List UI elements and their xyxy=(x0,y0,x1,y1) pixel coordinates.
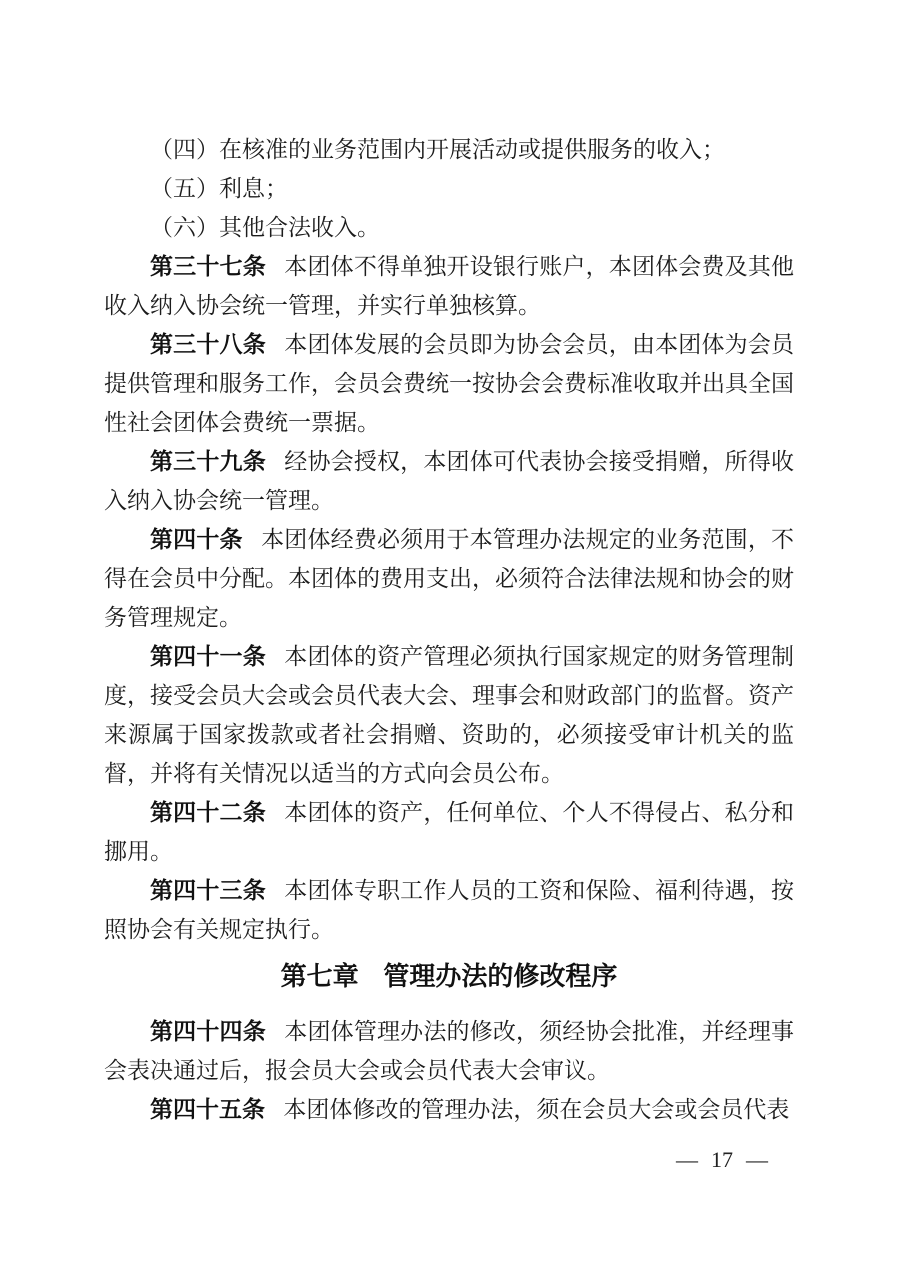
article-43 xyxy=(104,871,794,949)
article-37-text: 本团体不得单独开设银行账户，本团体会费及其他收入纳入协会统一管理，并实行单独核算。 xyxy=(104,254,795,318)
article-39 xyxy=(104,442,794,520)
article-42-number: 第四十二条 xyxy=(150,799,266,825)
page-footer xyxy=(676,1146,768,1174)
article-45-text: 本团体修改的管理办法，须在会员大会或会员代表 xyxy=(283,1097,790,1122)
article-38-number: 第三十八条 xyxy=(150,331,266,357)
article-41-text: 本团体的资产管理必须执行国家规定的财务管理制度，接受会员大会或会员代表大会、理事会和财政部门的监督。资产来源属于国家拨款或者社会捐赠、资助的，必须接受审计机关的监督，并将有关情况以适当的方式向会员公布。 xyxy=(104,644,795,786)
page-number: 17 xyxy=(711,1147,733,1172)
chapter-7-title: 管理办法的修改程序 xyxy=(383,961,618,991)
article-44-number: 第四十四条 xyxy=(150,1018,266,1044)
article-37-number: 第三十七条 xyxy=(150,253,266,279)
article-45-number: 第四十五条 xyxy=(150,1096,265,1122)
article-41-number: 第四十一条 xyxy=(150,643,266,669)
footer-dash-left: — xyxy=(676,1147,698,1172)
article-41 xyxy=(104,637,794,793)
article-42 xyxy=(104,793,794,871)
article-40 xyxy=(104,520,794,637)
clause-item-5: （五）利息； xyxy=(150,176,288,201)
article-43-text: 本团体专职工作人员的工资和保险、福利待遇，按照协会有关规定执行。 xyxy=(104,878,795,942)
document-text-block xyxy=(104,130,794,1129)
article-40-number: 第四十条 xyxy=(150,526,243,552)
article-37 xyxy=(104,247,794,325)
article-38-text: 本团体发展的会员即为协会会员，由本团体为会员提供管理和服务工作，会员会费统一按协会会费标准收取并出具全国性社会团体会费统一票据。 xyxy=(104,332,795,435)
article-39-text: 经协会授权，本团体可代表协会接受捐赠，所得收入纳入协会统一管理。 xyxy=(104,449,795,513)
article-45 xyxy=(104,1090,794,1129)
article-40-text: 本团体经费必须用于本管理办法规定的业务范围，不得在会员中分配。本团体的费用支出，必须符合法律法规和协会的财务管理规定。 xyxy=(104,527,795,630)
article-43-number: 第四十三条 xyxy=(150,877,266,903)
footer-dash-right: — xyxy=(746,1147,768,1172)
article-44-text: 本团体管理办法的修改，须经协会批准，并经理事会表决通过后，报会员大会或会员代表大会审议。 xyxy=(104,1019,795,1083)
clause-item-4: （四）在核准的业务范围内开展活动或提供服务的收入； xyxy=(150,137,725,162)
clause-item-6: （六）其他合法收入。 xyxy=(150,215,380,240)
chapter-7-heading xyxy=(104,957,794,996)
chapter-7-number: 第七章 xyxy=(280,961,359,991)
article-44 xyxy=(104,1012,794,1090)
article-39-number: 第三十九条 xyxy=(150,448,266,474)
article-38 xyxy=(104,325,794,442)
article-42-text: 本团体的资产，任何单位、个人不得侵占、私分和挪用。 xyxy=(104,800,795,864)
